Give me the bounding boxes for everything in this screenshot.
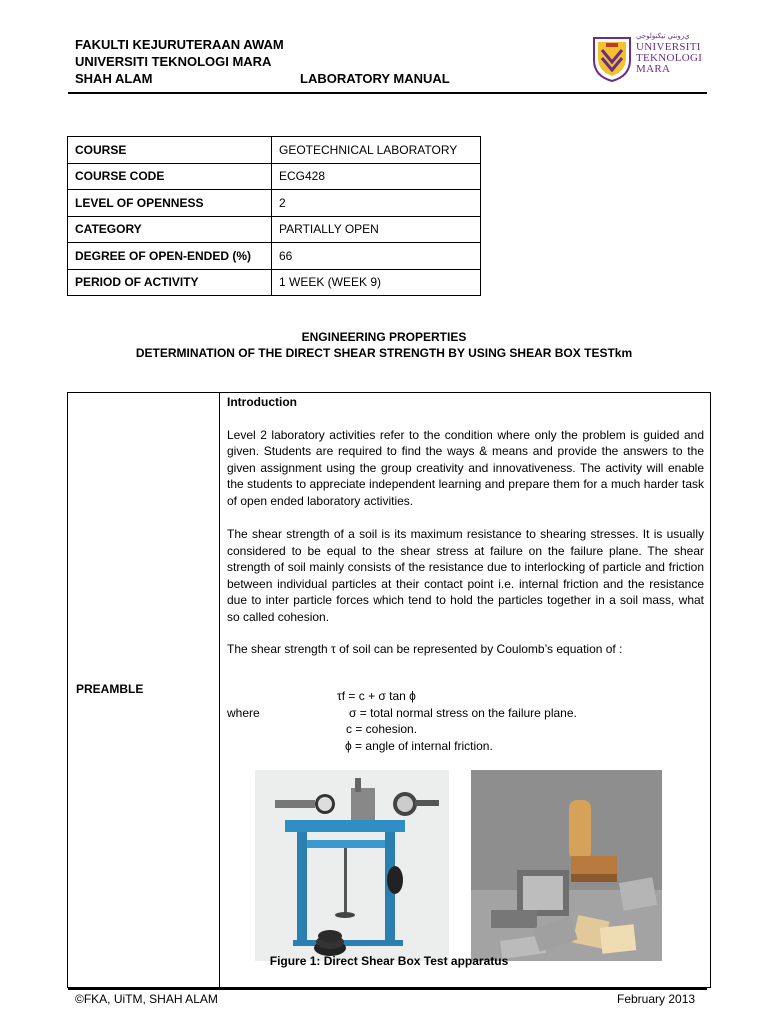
course-code-label: COURSE CODE	[68, 163, 272, 190]
def-sigma: σ = total normal stress on the failure plane.	[349, 705, 577, 720]
intro-paragraph-2: The shear strength of a soil is its maximum resistance to shearing stresses. It is usually considered to be equal to the shear stress at failure on the failure plane. The shear strength of soil mainly consists of the resistance due to interlocking of particle and friction between individual particles at their contact point i.e. internal friction and the resistance due to inter particle forces which tend to hold the particles together in a soil mass, what so called cohesion.	[227, 527, 704, 624]
def-phi: ϕ = angle of internal friction.	[345, 738, 493, 753]
def-c: c = cohesion.	[346, 722, 418, 736]
period-label: PERIOD OF ACTIVITY	[68, 269, 272, 296]
manual-title: LABORATORY MANUAL	[300, 71, 450, 86]
intro-paragraph-1: Level 2 laboratory activities refer to the condition where only the problem is guided and given. Students are required to find the ways & means and provide the answers to the given assignment using the group creativity and innovativeness. The activity will enable the students to appreciate independent learning and prepare them for a much harder task of open ended laboratory activities.	[227, 427, 704, 508]
shear-box-parts-image	[471, 770, 662, 961]
table-row	[68, 216, 481, 243]
logo-line-3: MARA	[636, 63, 671, 75]
column-divider	[219, 393, 220, 987]
university-name: UNIVERSITI TEKNOLOGI MARA	[75, 54, 272, 69]
open-ended-label: DEGREE OF OPEN-ENDED (%)	[68, 243, 272, 270]
table-row	[68, 163, 481, 190]
preamble-label: PREAMBLE	[76, 682, 144, 696]
openness-value: 2	[272, 190, 481, 217]
uitm-crest-icon	[592, 36, 632, 82]
logo-line-1: UNIVERSITI	[636, 41, 701, 53]
category-value: PARTIALLY OPEN	[272, 216, 481, 243]
openness-label: LEVEL OF OPENNESS	[68, 190, 272, 217]
category-label: CATEGORY	[68, 216, 272, 243]
doc-title-line-1: ENGINEERING PROPERTIES	[301, 330, 467, 344]
uitm-logo	[588, 28, 706, 86]
course-label: COURSE	[68, 137, 272, 164]
course-code-value: ECG428	[272, 163, 481, 190]
jawi-script: ﻱﺭﻭﻧﺘﻲ ﺗﻴﻜﻨﻮﻟﻮﺟﻲ	[636, 33, 690, 40]
preamble-box	[67, 392, 711, 988]
where-label: where	[227, 705, 260, 720]
figure-caption: Figure 1: Direct Shear Box Test apparatus	[269, 954, 509, 968]
header-rule	[68, 92, 707, 94]
footer-rule	[68, 988, 707, 990]
footer-date: February 2013	[617, 992, 696, 1006]
doc-title-line-2: DETERMINATION OF THE DIRECT SHEAR STRENGTH BY USING SHEAR BOX TESTkm	[135, 346, 633, 360]
table-row	[68, 269, 481, 296]
period-value: 1 WEEK (WEEK 9)	[272, 269, 481, 296]
shear-box-machine-image	[255, 770, 449, 961]
logo-line-2: TEKNOLOGI	[636, 52, 703, 64]
intro-paragraph-3: The shear strength τ of soil can be represented by Coulomb’s equation of :	[227, 642, 623, 656]
table-row	[68, 137, 481, 164]
coulomb-equation-block	[227, 688, 627, 754]
footer-copyright: ©FKA, UiTM, SHAH ALAM	[75, 992, 218, 1006]
coulomb-equation: τf = c + σ tan ϕ	[337, 689, 416, 703]
course-info-table	[67, 136, 481, 296]
course-value: GEOTECHNICAL LABORATORY	[272, 137, 481, 164]
open-ended-value: 66	[272, 243, 481, 270]
table-row	[68, 243, 481, 270]
faculty-name: FAKULTI KEJURUTERAAN AWAM	[75, 37, 284, 52]
preamble-content	[227, 393, 704, 658]
campus-name: SHAH ALAM	[75, 71, 153, 86]
table-row	[68, 190, 481, 217]
intro-heading: Introduction	[227, 395, 297, 409]
